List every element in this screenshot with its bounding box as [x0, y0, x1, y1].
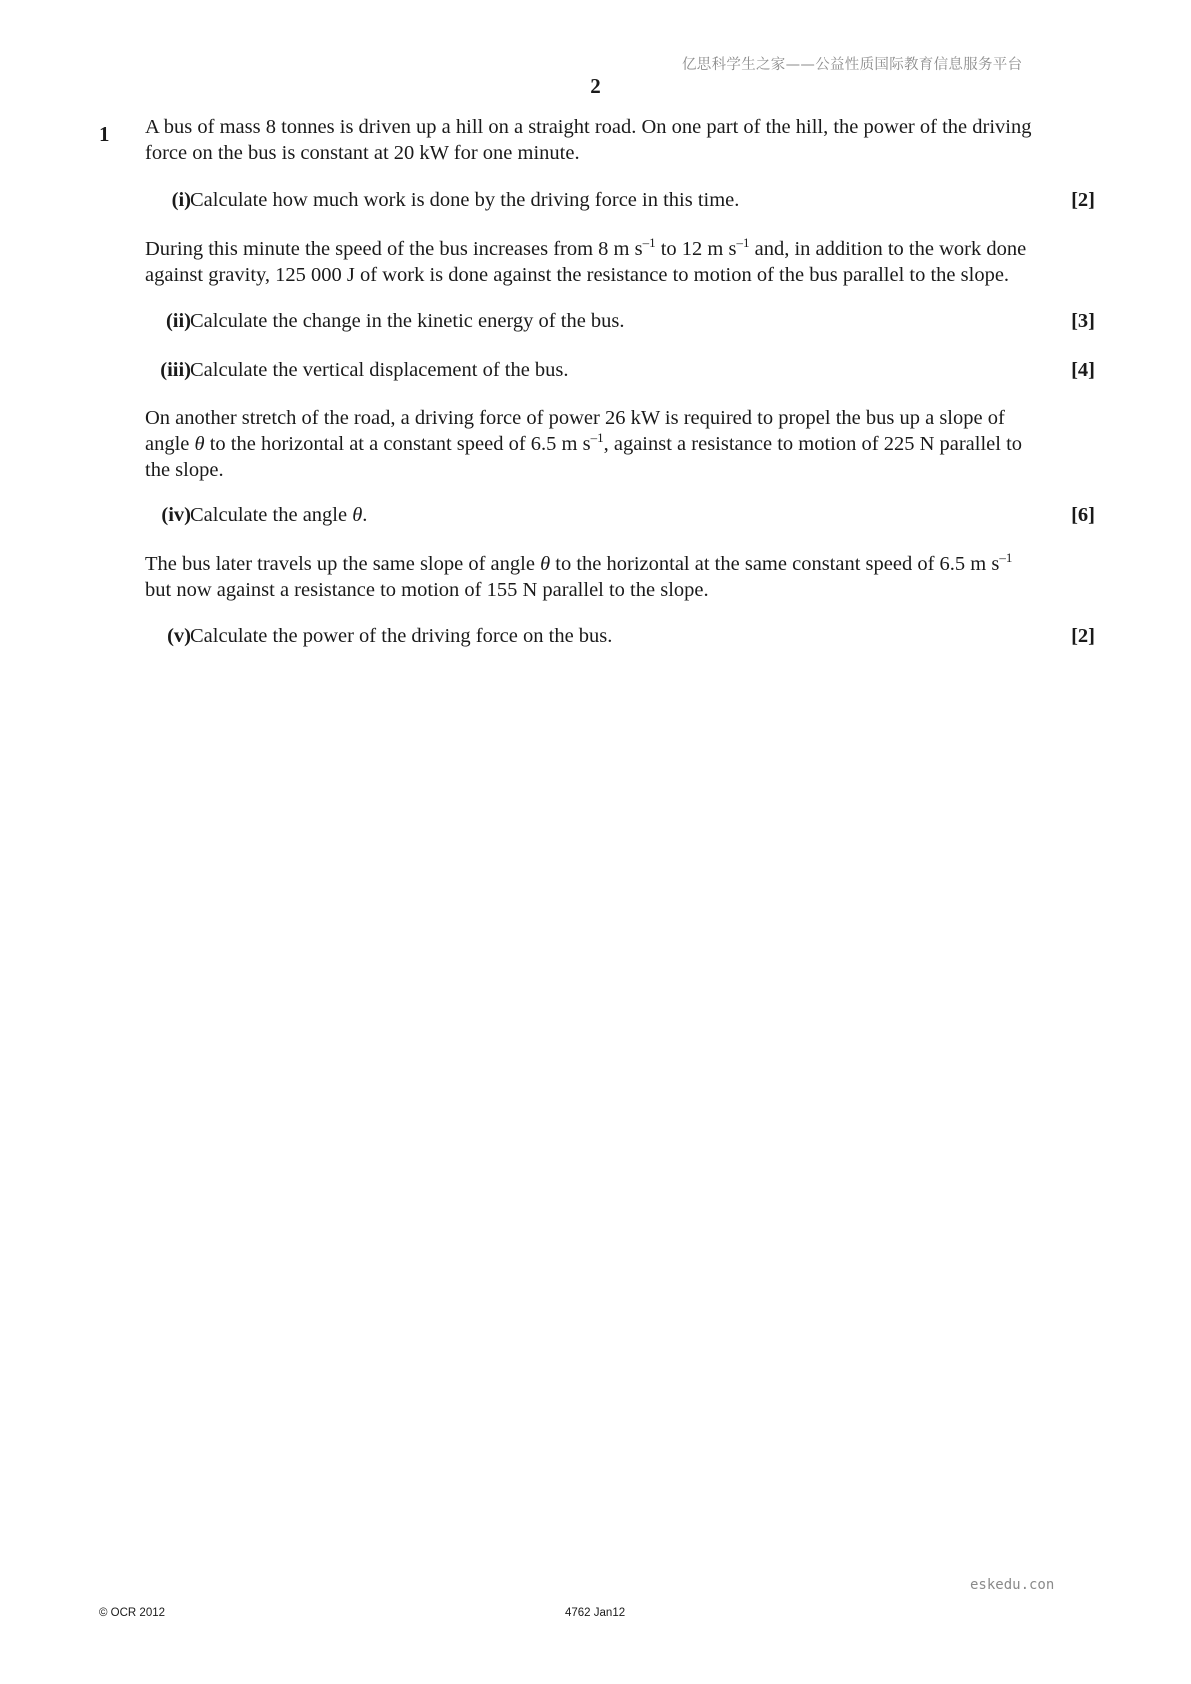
stem4-text-b: to the horizontal at the same constant speed of 6.5 m s	[550, 553, 1000, 575]
part-v	[145, 623, 1095, 651]
question-number: 1	[99, 122, 110, 146]
part-iii-label: (iii)	[160, 359, 191, 381]
stem3-line-3: the slope.	[145, 459, 224, 481]
part-i-text: Calculate how much work is done by the driving force in this time.	[190, 189, 740, 211]
stem4-theta: θ	[540, 553, 551, 575]
stem2-text-a: During this minute the speed of the bus increases from 8 m s	[145, 238, 643, 260]
question-intro	[145, 114, 1095, 166]
stem3-line-2	[145, 431, 1095, 457]
part-iv-text	[190, 502, 367, 528]
stem3-theta: θ	[194, 433, 205, 455]
stem-later-travel	[145, 551, 1095, 603]
part-v-text: Calculate the power of the driving force on the bus.	[190, 625, 613, 647]
stem3-text-c: , against a resistance to motion of 225 N parallel to	[603, 433, 1023, 455]
watermark-bottom-text: eskedu.con	[970, 1577, 1055, 1593]
part-v-marks: [2]	[1071, 625, 1095, 647]
watermark-top-text: 亿思科学生之家——公益性质国际教育信息服务平台	[682, 57, 1023, 73]
part-iv-marks: [6]	[1071, 504, 1095, 526]
part-iv-label: (iv)	[161, 504, 191, 526]
stem-speed-change-line-1	[145, 236, 1095, 262]
stem2-text-b: to 12 m s	[655, 238, 737, 260]
stem3-line-1: On another stretch of the road, a driving force of power 26 kW is required to propel the bus up a slope of	[145, 407, 1005, 429]
footer-copyright: © OCR 2012	[99, 1607, 166, 1619]
stem4-sup: –1	[999, 550, 1013, 565]
part-iii	[145, 357, 1095, 385]
question-intro-line-1: A bus of mass 8 tonnes is driven up a hill on a straight road. On one part of the hill, the power of the driving	[145, 116, 1032, 138]
stem-another-stretch	[145, 405, 1095, 483]
stem-speed-change-line-2: against gravity, 125 000 J of work is done against the resistance to motion of the bus parallel to the slope.	[145, 264, 1010, 286]
stem3-sup: –1	[590, 430, 604, 445]
part-i-marks: [2]	[1071, 189, 1095, 211]
part-ii	[145, 308, 1095, 336]
footer-paper-code: 4762 Jan12	[565, 1607, 626, 1619]
part-iv-theta: θ	[352, 504, 363, 526]
stem-speed-change	[145, 236, 1095, 288]
part-i-label: (i)	[171, 189, 191, 211]
stem2-sup-1: –1	[642, 235, 656, 250]
stem3-text-a: angle	[145, 433, 195, 455]
stem2-sup-2: –1	[736, 235, 750, 250]
part-iv-text-b: .	[362, 504, 368, 526]
part-iv	[145, 502, 1095, 530]
part-iv-text-a: Calculate the angle	[190, 504, 353, 526]
stem2-text-c: and, in addition to the work done	[749, 238, 1027, 260]
part-ii-text: Calculate the change in the kinetic energy of the bus.	[190, 310, 625, 332]
stem3-text-b: to the horizontal at a constant speed of 6.5 m s	[204, 433, 591, 455]
question-intro-line-2: force on the bus is constant at 20 kW for one minute.	[145, 142, 580, 164]
part-ii-marks: [3]	[1071, 310, 1095, 332]
part-v-label: (v)	[167, 625, 191, 647]
part-ii-label: (ii)	[165, 310, 191, 332]
stem4-line-2: but now against a resistance to motion of 155 N parallel to the slope.	[145, 579, 709, 601]
part-iii-marks: [4]	[1071, 359, 1095, 381]
page-number: 2	[590, 74, 601, 98]
stem4-line-1	[145, 551, 1095, 577]
part-i	[145, 187, 1095, 215]
part-iii-text: Calculate the vertical displacement of the bus.	[190, 359, 569, 381]
stem4-text-a: The bus later travels up the same slope of angle	[145, 553, 541, 575]
